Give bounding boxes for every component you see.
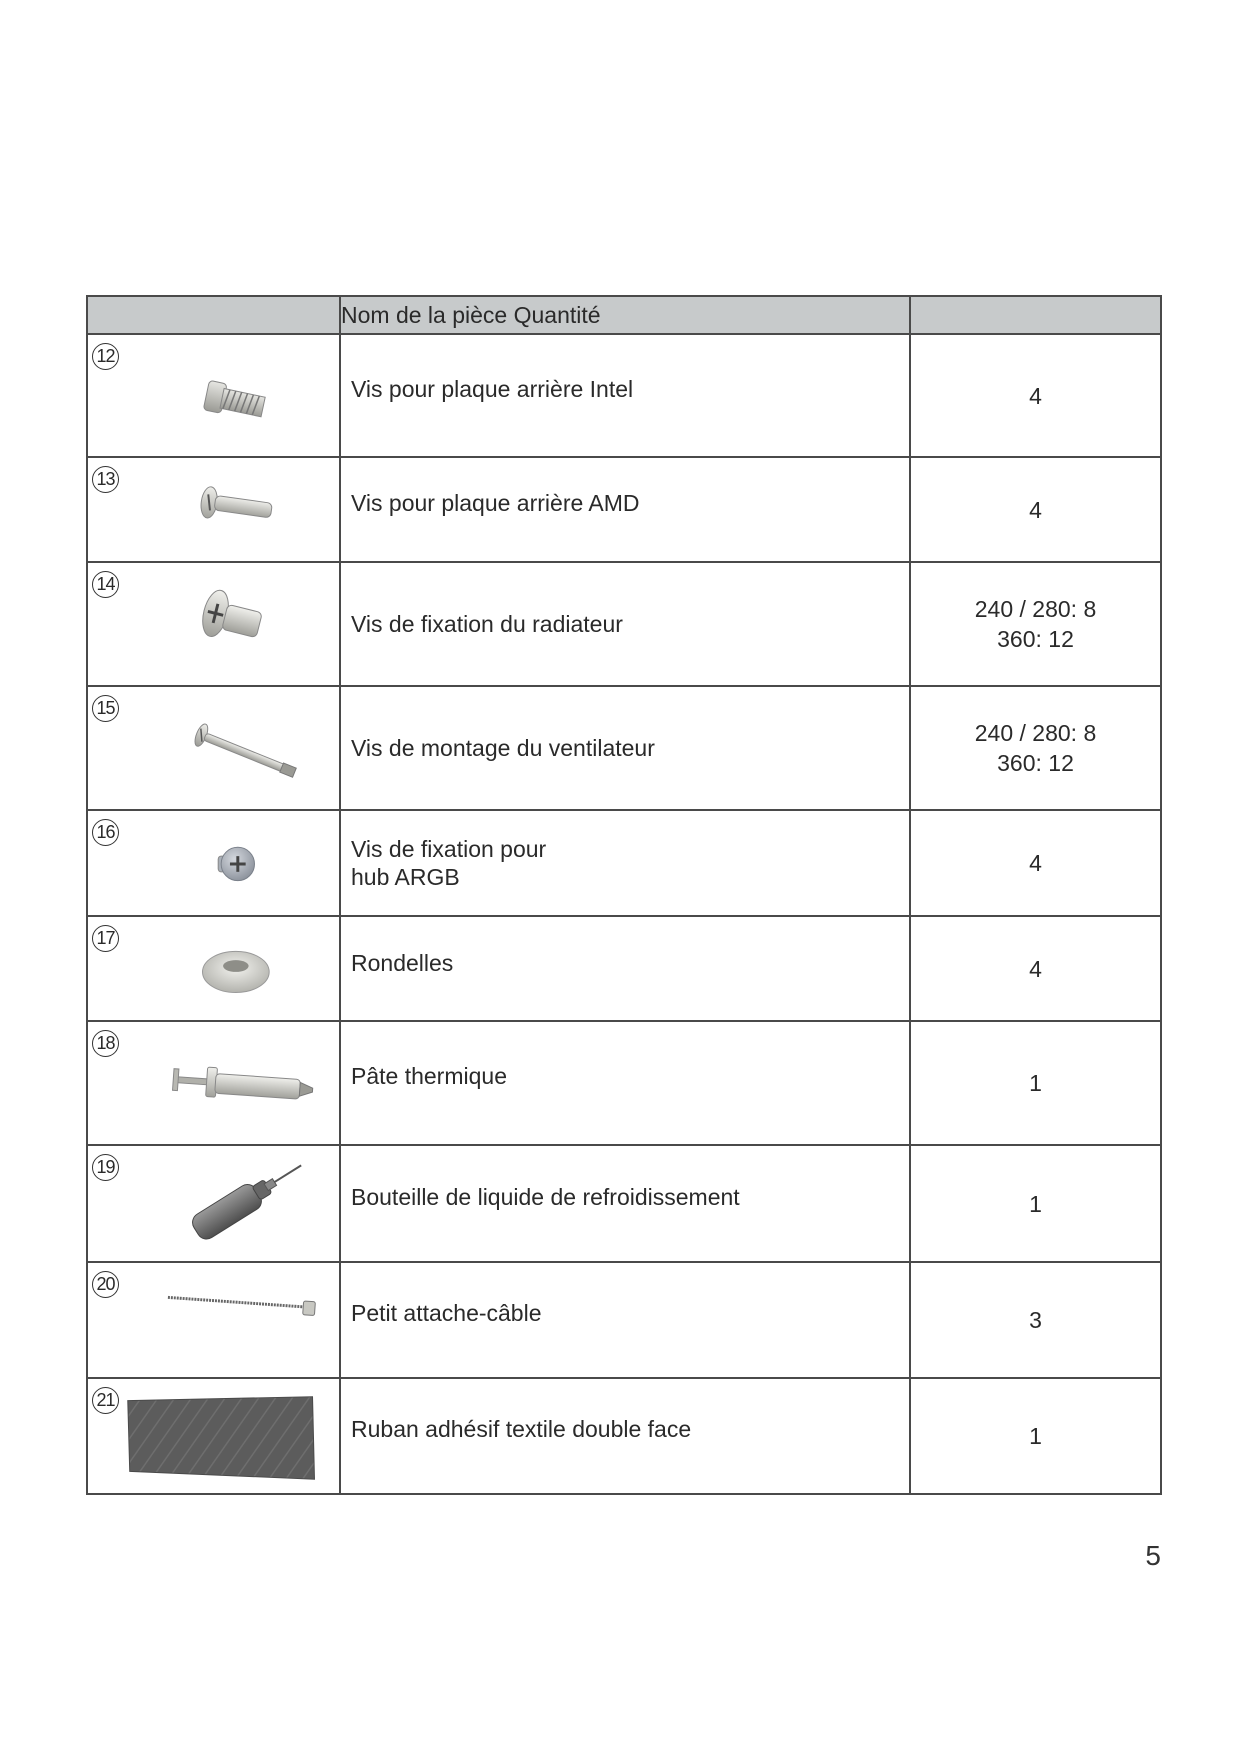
part-qty: 4 <box>1029 382 1042 409</box>
part-name-cell <box>340 686 910 810</box>
part-name: Rondelles <box>351 949 454 976</box>
part-name-cell <box>340 1262 910 1378</box>
part-name-cell <box>340 1021 910 1145</box>
hub-screw-icon <box>118 811 338 915</box>
part-image-cell <box>87 457 340 562</box>
part-number-badge: 12 <box>92 343 119 370</box>
part-name-line2: hub ARGB <box>351 864 460 890</box>
part-name: Vis de montage du ventilateur <box>351 735 655 761</box>
part-name-cell <box>340 1145 910 1262</box>
part-number-badge: 20 <box>92 1271 119 1298</box>
table-row <box>87 1021 1161 1145</box>
part-image-cell <box>87 1262 340 1378</box>
table-row <box>87 916 1161 1021</box>
part-qty-cell <box>910 457 1161 562</box>
part-qty: 240 / 280: 8 <box>974 596 1097 622</box>
table-row <box>87 457 1161 562</box>
part-image-cell <box>87 916 340 1021</box>
part-qty: 1 <box>1029 1190 1042 1217</box>
part-image-cell <box>87 1145 340 1262</box>
part-qty: 3 <box>1029 1307 1042 1333</box>
part-name: Ruban adhésif textile double face <box>351 1416 692 1442</box>
part-qty: 240 / 280: 8 <box>974 720 1097 746</box>
part-qty-cell <box>910 810 1161 916</box>
part-number-badge: 18 <box>92 1030 119 1057</box>
header-qty-cell <box>910 296 1161 334</box>
table-row <box>87 1262 1161 1378</box>
part-number-badge: 13 <box>92 466 119 493</box>
header-name-cell: Nom de la pièce Quantité <box>340 296 910 334</box>
table-row <box>87 562 1161 686</box>
part-qty: 4 <box>1029 496 1042 523</box>
part-name-cell <box>340 562 910 686</box>
part-qty: 1 <box>1029 1070 1042 1096</box>
part-name-cell <box>340 334 910 457</box>
part-qty-cell <box>910 1021 1161 1145</box>
radiator-screw-icon <box>118 563 338 685</box>
part-number-badge: 21 <box>92 1387 119 1414</box>
part-image-cell <box>87 334 340 457</box>
part-qty: 4 <box>1029 850 1042 876</box>
part-name: Vis de fixation du radiateur <box>351 611 623 637</box>
part-name: Bouteille de liquide de refroidissement <box>351 1183 740 1210</box>
thermal-paste-syringe-icon <box>118 1022 338 1144</box>
part-name: Vis pour plaque arrière AMD <box>351 489 640 516</box>
part-number-badge: 15 <box>92 695 119 722</box>
part-name: Petit attache-câble <box>351 1300 542 1326</box>
fan-screw-icon <box>118 687 338 809</box>
amd-backplate-screw-icon <box>118 458 338 561</box>
part-image-cell <box>87 686 340 810</box>
table-row <box>87 810 1161 916</box>
table-row <box>87 1145 1161 1262</box>
double-sided-tape-icon <box>118 1379 338 1493</box>
part-number-badge: 16 <box>92 819 119 846</box>
part-name: Vis de fixation pour <box>351 836 547 862</box>
part-number-badge: 19 <box>92 1154 119 1181</box>
header-image-cell <box>87 296 340 334</box>
part-qty-line2: 360: 12 <box>997 750 1074 776</box>
table-row <box>87 334 1161 457</box>
part-name-cell <box>340 1378 910 1494</box>
part-qty-line2: 360: 12 <box>997 626 1074 652</box>
part-qty: 1 <box>1029 1423 1042 1449</box>
part-name: Pâte thermique <box>351 1063 507 1089</box>
part-qty-cell <box>910 1145 1161 1262</box>
part-name-cell <box>340 810 910 916</box>
part-qty-cell <box>910 1378 1161 1494</box>
part-image-cell <box>87 1021 340 1145</box>
part-name: Vis pour plaque arrière Intel <box>351 375 634 402</box>
intel-backplate-screw-icon <box>118 335 338 456</box>
part-qty-cell <box>910 686 1161 810</box>
part-qty-cell <box>910 334 1161 457</box>
cable-tie-icon <box>118 1263 338 1377</box>
part-name-cell <box>340 457 910 562</box>
part-qty-cell <box>910 562 1161 686</box>
page-number: 5 <box>1145 1540 1161 1571</box>
part-image-cell <box>87 1378 340 1494</box>
part-qty-cell <box>910 916 1161 1021</box>
table-header-row <box>87 296 1161 334</box>
part-number-badge: 17 <box>92 925 119 952</box>
washer-icon <box>118 917 338 1020</box>
part-name-cell <box>340 916 910 1021</box>
table-row <box>87 1378 1161 1494</box>
part-number-badge: 14 <box>92 571 119 598</box>
part-image-cell <box>87 562 340 686</box>
part-qty-cell <box>910 1262 1161 1378</box>
table-row <box>87 686 1161 810</box>
parts-table <box>86 295 1162 1495</box>
coolant-bottle-icon <box>118 1146 338 1261</box>
part-qty: 4 <box>1029 955 1042 982</box>
part-image-cell <box>87 810 340 916</box>
